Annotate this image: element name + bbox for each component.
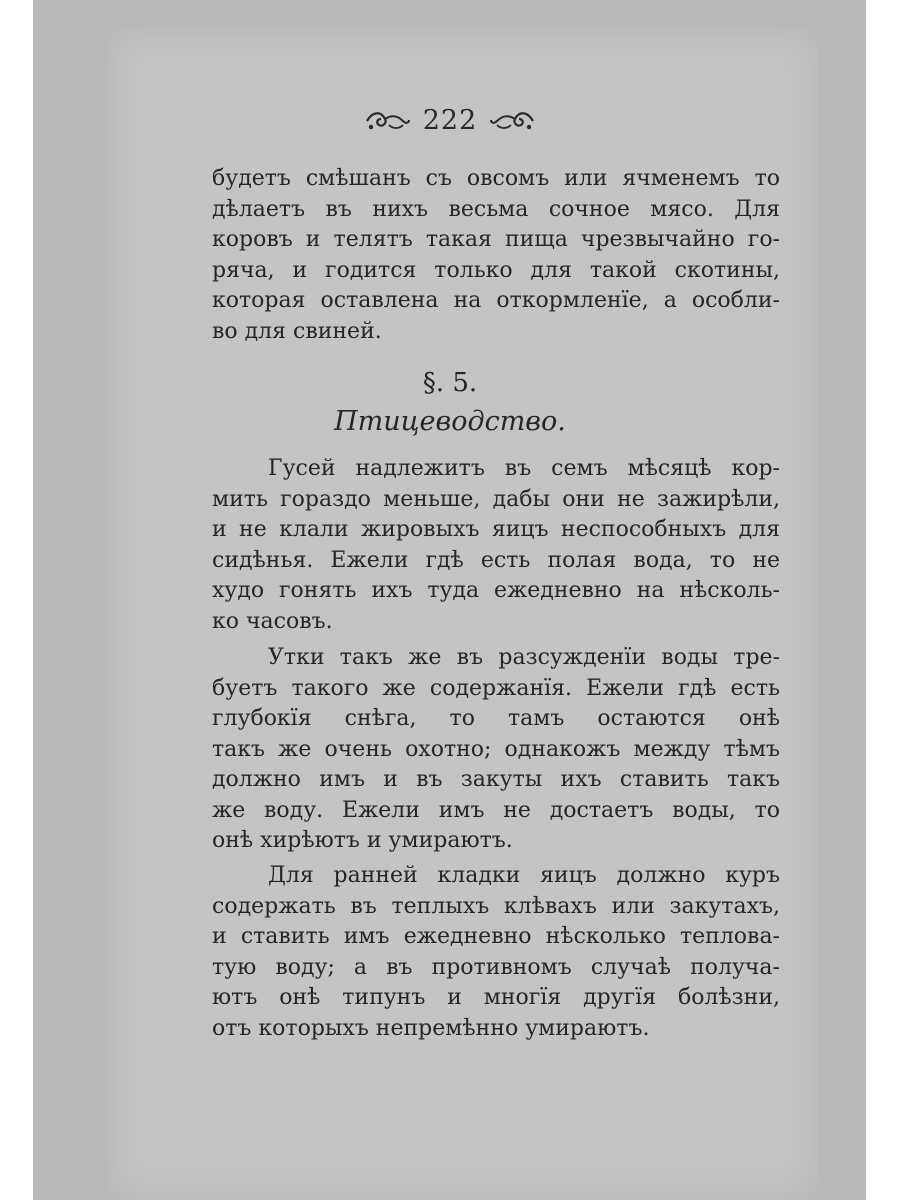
text-line: ряча, и годится только для такой скотины, — [212, 257, 780, 283]
text-line: глубокїя снѣга, то тамъ остаются онѣ — [212, 706, 780, 731]
page-number: 222 — [422, 104, 478, 136]
text-line: сидѣнья. Ежели гдѣ есть полая вода, то не — [212, 547, 780, 573]
floral-ornament-icon — [489, 105, 537, 135]
text-line: отъ которыхъ непремѣнно умираютъ. — [212, 1015, 650, 1041]
text-line: дѣлаетъ въ нихъ весьма сочное мясо. Для — [212, 196, 780, 222]
text-line: которая оставлена на откормленїе, а особли- — [212, 288, 780, 313]
text-line: худо гонять ихъ туда ежедневно на нѣсколь- — [212, 578, 780, 603]
text-line: ко часовъ. — [212, 608, 333, 634]
text-line: ютъ онѣ типунъ и многїя другїя болѣзни, — [212, 985, 780, 1010]
section-title: Птицеводство. — [334, 406, 566, 437]
text-line: онѣ хирѣютъ и умираютъ. — [212, 828, 513, 853]
paragraph-1 — [212, 164, 780, 347]
text-line: Утки такъ же въ разсужденїи воды тре- — [268, 645, 780, 670]
text-line: Для ранней кладки яицъ должно куръ — [268, 863, 780, 888]
paragraph-2 — [212, 454, 780, 637]
text-line: во для свиней. — [212, 318, 382, 344]
text-line: мить гораздо меньше, дабы они не зажирѣли, — [212, 486, 780, 512]
text-line: такъ же очень охотно; однакожъ между тѣмъ — [212, 736, 780, 762]
text-line: должно имъ и въ закуты ихъ ставить такъ — [212, 767, 780, 792]
text-line: же воду. Ежели имъ не достаетъ воды, то — [212, 797, 780, 823]
text-line: будетъ смѣшанъ съ овсомъ или ячменемъ то — [212, 166, 780, 191]
paragraph-4 — [212, 861, 780, 1044]
text-line: Гусей надлежитъ въ семъ мѣсяцѣ кор- — [268, 456, 780, 481]
section-number: §. 5. — [422, 368, 478, 398]
text-line: коровъ и телятъ такая пища чрезвычайно го- — [212, 227, 780, 252]
floral-ornament-icon — [363, 105, 411, 135]
text-line: тую воду; а въ противномъ случаѣ получа- — [212, 954, 780, 980]
text-line: содержать въ теплыхъ клѣвахъ или закутахъ, — [212, 893, 780, 919]
page-header — [300, 100, 600, 140]
text-line: буетъ такого же содержанїя. Ежели гдѣ есть — [212, 675, 780, 701]
paragraph-3 — [212, 643, 780, 857]
text-line: и не клали жировыхъ яицъ неспособныхъ для — [212, 517, 780, 542]
text-line: и ставить имъ ежедневно нѣсколько теплова- — [212, 924, 780, 949]
